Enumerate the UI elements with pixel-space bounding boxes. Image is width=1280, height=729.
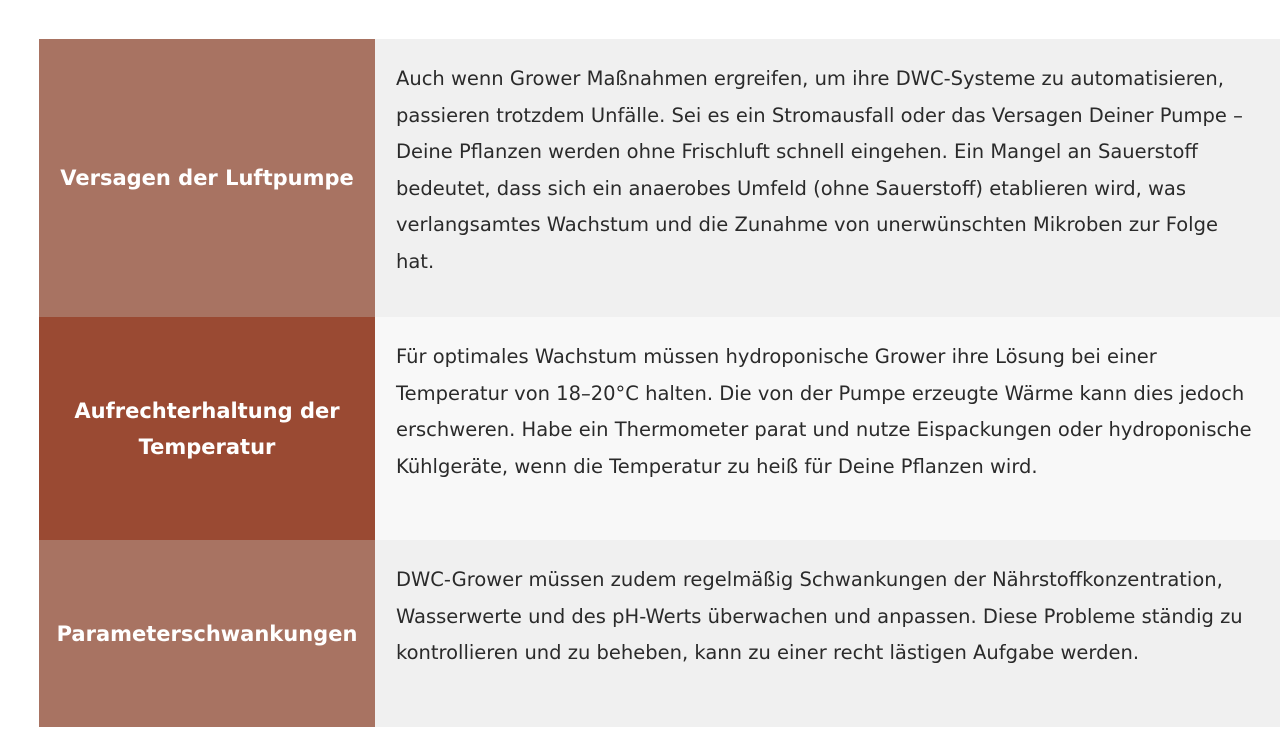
row-label: Versagen der Luftpumpe bbox=[39, 39, 375, 317]
table-row bbox=[39, 317, 1280, 540]
row-label: Parameterschwankungen bbox=[39, 540, 375, 727]
row-description: DWC-Grower müssen zudem regelmäßig Schwankungen der Nährstoffkonzentration, Wasserwerte und des pH-Werts überwachen und anpassen. Diese Probleme ständig zu kontrollieren und zu beheben, kann zu einer recht lästigen Aufgabe werden. bbox=[375, 540, 1280, 727]
table-row bbox=[39, 39, 1280, 317]
table-row bbox=[39, 540, 1280, 727]
problems-table bbox=[39, 39, 1280, 727]
row-description: Auch wenn Grower Maßnahmen ergreifen, um ihre DWC-Systeme zu automatisieren, passieren trotzdem Unfälle. Sei es ein Stromausfall oder das Versagen Deiner Pumpe – Deine Pflanzen werden ohne Frischluft schnell eingehen. Ein Mangel an Sauerstoff bedeutet, dass sich ein anaerobes Umfeld (ohne Sauerstoff) etablieren wird, was verlangsamtes Wachstum und die Zunahme von unerwünschten Mikroben zur Folge hat. bbox=[375, 39, 1280, 317]
row-description: Für optimales Wachstum müssen hydroponische Grower ihre Lösung bei einer Temperatur von 18–20°C halten. Die von der Pumpe erzeugte Wärme kann dies jedoch erschweren. Habe ein Thermometer parat und nutze Eispackungen oder hydroponische Kühlgeräte, wenn die Temperatur zu heiß für Deine Pflanzen wird. bbox=[375, 317, 1280, 540]
row-label: Aufrechterhaltung der Temperatur bbox=[39, 317, 375, 540]
